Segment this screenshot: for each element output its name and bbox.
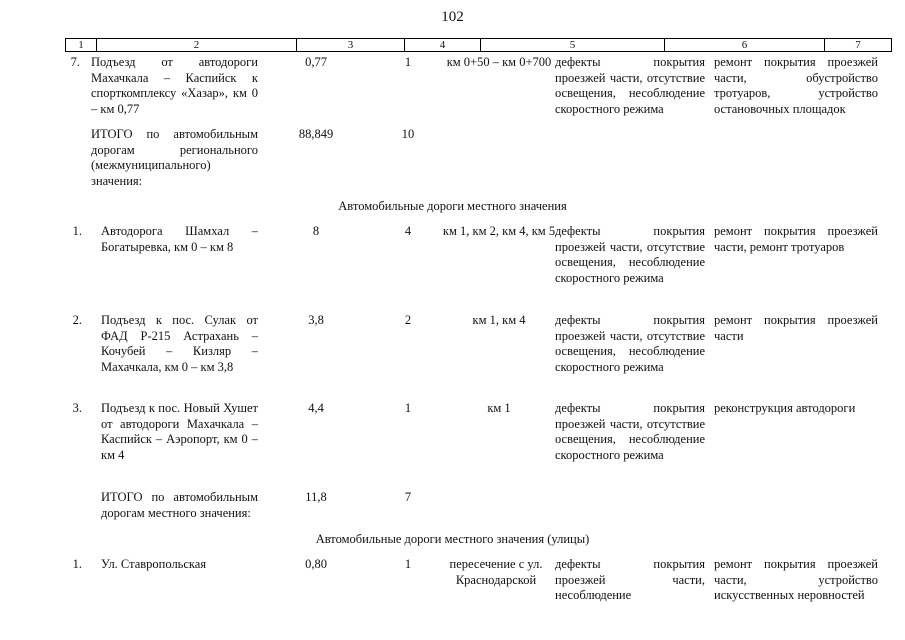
total-label: ИТОГО по автомобильным дорогам местного значения:: [101, 490, 258, 520]
km-location: км 1: [487, 401, 511, 415]
km-location: пересечение с ул. Краснодарской: [449, 557, 543, 587]
page-number: 102: [441, 9, 464, 25]
row-number: 1.: [72, 224, 82, 238]
total-count: 10: [401, 127, 415, 141]
spot-count: 1: [404, 55, 412, 69]
row-number: 2.: [72, 313, 82, 327]
header-col-1: 1: [66, 39, 97, 51]
defects: дефекты покрытия проезжей части, отсутствие освещения, несоблюдение скоростного режима: [555, 313, 705, 374]
km-location: км 0+50 – км 0+700: [446, 55, 552, 69]
road-length: 3,8: [308, 313, 324, 327]
works: ремонт покрытия проезжей части, обустройство тротуаров, устройство остановочных площадок: [714, 55, 878, 116]
road-name: Ул. Ставропольская: [101, 557, 207, 571]
spot-count: 1: [404, 401, 412, 415]
spot-count: 1: [404, 557, 412, 571]
defects: дефекты покрытия проезжей части, отсутствие освещения, несоблюдение скоростного режима: [555, 55, 705, 116]
header-col-3: 3: [297, 39, 405, 51]
header-col-6: 6: [665, 39, 825, 51]
section-heading-streets: Автомобильные дороги местного значения (улицы): [315, 532, 590, 546]
header-col-7: 7: [855, 39, 861, 51]
header-col-2: 2: [97, 39, 297, 51]
table-header-row: [65, 38, 892, 52]
total-length: 88,849: [298, 127, 334, 141]
road-name: Подъезд к пос. Сулак от ФАД Р-215 Астрахань – Кочубей – Кизляр – Махачкала, км 0 – км 3,8: [101, 313, 258, 374]
row-number: 3.: [72, 401, 82, 415]
total-length: 11,8: [305, 490, 327, 504]
row-number: 7.: [70, 55, 80, 69]
spot-count: 4: [404, 224, 412, 238]
total-count: 7: [404, 490, 412, 504]
works: реконструкция автодороги: [714, 401, 856, 415]
road-name: Подъезд к пос. Новый Хушет от автодороги Махачкала – Каспийск – Аэропорт, км 0 – км 4: [101, 401, 258, 462]
works: ремонт покрытия проезжей части, устройство искусственных неровностей: [714, 557, 878, 602]
spot-count: 2: [404, 313, 412, 327]
defects: дефекты покрытия проезжей части, отсутствие освещения, несоблюдение скоростного режима: [555, 224, 705, 285]
row-number: 1.: [72, 557, 82, 571]
road-name: Подъезд от автодороги Махачкала – Каспийск к спорткомплексу «Хазар», км 0 – км 0,77: [91, 55, 258, 116]
road-length: 8: [312, 224, 320, 238]
km-location: км 1, км 4: [472, 313, 526, 327]
section-heading-local: Автомобильные дороги местного значения: [338, 199, 567, 213]
total-label: ИТОГО по автомобильным дорогам регионального (межмуниципального) значения:: [91, 127, 258, 188]
road-length: 4,4: [308, 401, 324, 415]
road-length: 0,77: [305, 55, 327, 69]
header-col-5: 5: [481, 39, 665, 51]
works: ремонт покрытия проезжей части, ремонт тротуаров: [714, 224, 878, 254]
km-location: км 1, км 2, км 4, км 5: [442, 224, 556, 238]
defects: дефекты покрытия проезжей части, отсутствие освещения, несоблюдение скоростного режима: [555, 401, 705, 462]
header-col-4: 4: [405, 39, 481, 51]
works: ремонт покрытия проезжей части: [714, 313, 878, 343]
defects: дефекты покрытия проезжей части, несоблюдение: [555, 557, 705, 602]
road-length: 0,80: [305, 557, 327, 571]
road-name: Автодорога Шамхал – Богатыревка, км 0 – км 8: [101, 224, 258, 254]
